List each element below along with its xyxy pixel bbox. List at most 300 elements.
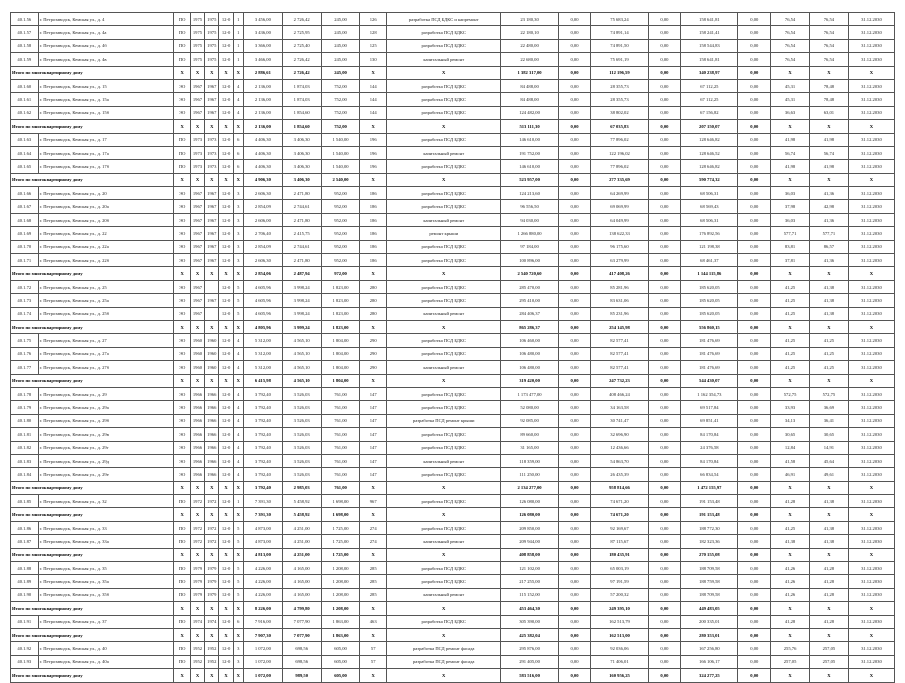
table-cell: 3 792,40: [243, 401, 282, 414]
table-cell: X: [386, 548, 500, 561]
table-cell: 3 792,40: [243, 414, 282, 427]
table-cell: 0,00: [648, 669, 681, 682]
table-cell: 40.1.69: [11, 227, 39, 240]
table-row: [11, 79, 895, 92]
table-cell: разработка ПСД ремонт крыши: [386, 414, 500, 427]
table-cell: 280: [360, 280, 387, 293]
table-cell: 200 335,01: [681, 615, 738, 628]
table-cell: 186: [360, 240, 387, 253]
table-cell: X: [360, 267, 387, 280]
table-cell: 572,75: [809, 387, 848, 400]
table-cell: X: [233, 267, 243, 280]
table-cell: 1967: [190, 227, 204, 240]
table-cell: 125: [360, 39, 387, 52]
table-cell: 245,00: [321, 26, 360, 39]
table-cell: 1 698,00: [321, 495, 360, 508]
table-cell: 1967: [205, 227, 219, 240]
table-cell: 0,00: [558, 562, 591, 575]
table-cell: разработка ПСД БДКС: [386, 562, 500, 575]
table-cell: 1 804,00: [321, 361, 360, 374]
table-cell: 40.1.58: [11, 39, 39, 52]
table-cell: 49,61: [809, 468, 848, 481]
table-cell: 952,00: [321, 200, 360, 213]
table-cell: 146 610,00: [501, 160, 558, 173]
table-cell: разработка ПСД БДКС: [386, 200, 500, 213]
table-cell: 40.1.79: [11, 401, 39, 414]
table-cell: 0,00: [648, 575, 681, 588]
table-cell: 147: [360, 387, 387, 400]
table-cell: 130: [360, 53, 387, 66]
table-cell: ремонт крыши: [386, 227, 500, 240]
table-cell: 5: [233, 535, 243, 548]
table-cell: Итого по многоквартирному дому: [11, 602, 174, 615]
table-cell: г. Петрозаводск, Кемская ул., д. 27а: [38, 347, 174, 360]
subtotal-row: [11, 481, 895, 494]
table-cell: 1 208,00: [321, 575, 360, 588]
table-cell: г. Петрозаводск, Кемская ул., д. 33: [38, 521, 174, 534]
table-cell: 3: [233, 254, 243, 267]
table-cell: 67 156,82: [681, 106, 738, 119]
table-row: [11, 655, 895, 668]
table-cell: капитальный ремонт: [386, 361, 500, 374]
table-cell: 3 406,30: [282, 160, 321, 173]
table-cell: 33,93: [771, 401, 810, 414]
table-cell: 181 476,69: [681, 361, 738, 374]
table-cell: 989,50: [282, 669, 321, 682]
table-cell: 41,38: [809, 294, 848, 307]
table-cell: 40.1.76: [11, 347, 39, 360]
table-cell: 3: [233, 227, 243, 240]
table-cell: 3 526,03: [282, 441, 321, 454]
table-cell: 1: [233, 53, 243, 66]
table-cell: 5: [233, 280, 243, 293]
table-cell: г. Петрозаводск, Кемская ул., д. 20: [38, 187, 174, 200]
table-cell: 40.1.81: [11, 428, 39, 441]
table-cell: 4 406,30: [243, 160, 282, 173]
table-cell: 45,31: [771, 79, 810, 92]
table-cell: 40.1.61: [11, 93, 39, 106]
table-cell: 112 196,59: [591, 66, 648, 79]
table-cell: 56,74: [771, 146, 810, 159]
table-cell: 319 420,00: [501, 374, 558, 387]
table-cell: 31.12.2030: [848, 454, 894, 467]
table-cell: X: [848, 173, 894, 186]
table-cell: X: [174, 669, 190, 682]
table-cell: 3 792,40: [243, 454, 282, 467]
table-cell: г. Петрозаводск, Кемская ул., д. 37: [38, 615, 174, 628]
table-cell: 0,00: [738, 334, 771, 347]
table-cell: 1 823,00: [321, 320, 360, 333]
table-cell: 290: [360, 334, 387, 347]
table-cell: 36,69: [809, 401, 848, 414]
table-cell: 0,00: [558, 66, 591, 79]
table-cell: 12-0: [219, 240, 233, 253]
table-cell: 0,00: [738, 521, 771, 534]
table-cell: X: [174, 602, 190, 615]
table-cell: X: [771, 548, 810, 561]
table-cell: 40.1.74: [11, 307, 39, 320]
table-cell: 64 049,99: [591, 213, 648, 226]
table-cell: 449 483,05: [681, 602, 738, 615]
table-cell: 182 323,36: [681, 535, 738, 548]
table-cell: 4: [233, 106, 243, 119]
table-cell: 158 241,41: [681, 26, 738, 39]
table-cell: 2 706,40: [243, 227, 282, 240]
table-cell: 196: [360, 133, 387, 146]
table-cell: г. Петрозаводск, Кемская ул., д. 29: [38, 387, 174, 400]
table-cell: 2 606,30: [243, 254, 282, 267]
table-cell: 30 741,47: [591, 414, 648, 427]
table-cell: 41,25: [809, 347, 848, 360]
table-cell: 1967: [205, 200, 219, 213]
table-cell: 698,56: [282, 642, 321, 655]
table-cell: X: [174, 374, 190, 387]
table-cell: X: [219, 602, 233, 615]
table-cell: 1 540,00: [321, 133, 360, 146]
table-cell: 67 112,25: [681, 79, 738, 92]
table-cell: 4 251,00: [282, 521, 321, 534]
table-cell: X: [848, 374, 894, 387]
table-cell: 40.1.56: [11, 13, 39, 26]
table-cell: 106 480,00: [501, 361, 558, 374]
table-cell: капитальный ремонт: [386, 535, 500, 548]
table-cell: 967: [360, 495, 387, 508]
table-cell: 0,00: [648, 120, 681, 133]
table-cell: 4: [233, 387, 243, 400]
table-cell: 0,00: [558, 428, 591, 441]
table-cell: 68 569,43: [681, 200, 738, 213]
table-cell: 0,00: [558, 187, 591, 200]
table-cell: 31.12.2030: [848, 146, 894, 159]
table-cell: г. Петрозаводск, Кемская ул., д. 25а: [38, 294, 174, 307]
table-cell: 40.1.78: [11, 387, 39, 400]
subtotal-row: [11, 602, 895, 615]
table-cell: 284 406,37: [501, 307, 558, 320]
table-cell: X: [771, 66, 810, 79]
table-cell: ЭО: [174, 307, 190, 320]
table-cell: X: [205, 602, 219, 615]
table-cell: 1 874,03: [282, 93, 321, 106]
table-cell: 0,00: [648, 655, 681, 668]
table-cell: 0,00: [558, 508, 591, 521]
subtotal-row: [11, 508, 895, 521]
table-cell: 0,00: [648, 320, 681, 333]
table-cell: X: [205, 66, 219, 79]
table-cell: 84 170,84: [681, 428, 738, 441]
table-cell: 0,00: [558, 146, 591, 159]
subtotal-row: [11, 320, 895, 333]
table-cell: г. Петрозаводск, Кемская ул., д. 4: [38, 13, 174, 26]
table-row: [11, 521, 895, 534]
table-cell: 4: [233, 441, 243, 454]
table-cell: 1 854,60: [282, 106, 321, 119]
table-cell: 1973: [190, 133, 204, 146]
table-cell: 1966: [190, 401, 204, 414]
table-row: [11, 642, 895, 655]
table-cell: 45,64: [809, 454, 848, 467]
table-cell: 290: [360, 347, 387, 360]
table-cell: 4 565,10: [282, 347, 321, 360]
table-cell: 270 155,08: [681, 548, 738, 561]
table-cell: X: [848, 669, 894, 682]
table-cell: 40.1.83: [11, 454, 39, 467]
table-cell: 76,54: [809, 13, 848, 26]
table-cell: 3 456,00: [243, 13, 282, 26]
table-cell: 0,00: [648, 628, 681, 641]
table-cell: 1 540,00: [321, 160, 360, 173]
table-cell: 74 891,14: [591, 26, 648, 39]
table-cell: 1 725,00: [321, 535, 360, 548]
table-cell: 0,00: [738, 213, 771, 226]
table-cell: ПО: [174, 521, 190, 534]
table-cell: 63,01: [809, 106, 848, 119]
table-cell: 0,00: [648, 254, 681, 267]
table-cell: 158 641,81: [681, 53, 738, 66]
table-cell: 285: [360, 575, 387, 588]
table-cell: разработка ПСД БДКС: [386, 254, 500, 267]
capital-repair-register-table: [10, 12, 895, 683]
table-cell: 0,00: [738, 133, 771, 146]
table-cell: 0,00: [558, 160, 591, 173]
table-cell: 4: [233, 361, 243, 374]
table-cell: 41,28: [809, 575, 848, 588]
table-cell: 4 605,96: [243, 280, 282, 293]
table-cell: 761,00: [321, 401, 360, 414]
table-cell: ПО: [174, 53, 190, 66]
table-cell: 31.12.2030: [848, 361, 894, 374]
table-cell: 1967: [190, 240, 204, 253]
table-cell: 3 406,30: [282, 146, 321, 159]
table-cell: Итого по многоквартирному дому: [11, 374, 174, 387]
table-cell: 761,00: [321, 387, 360, 400]
table-cell: 0,00: [558, 575, 591, 588]
table-cell: X: [848, 548, 894, 561]
table-cell: 2 726,42: [282, 66, 321, 79]
table-cell: 761,00: [321, 481, 360, 494]
table-cell: г. Петрозаводск, Кемская ул., д. 29е: [38, 468, 174, 481]
table-cell: 4: [233, 428, 243, 441]
table-cell: 1960: [205, 334, 219, 347]
table-cell: ЭО: [174, 441, 190, 454]
table-cell: 31.12.2030: [848, 160, 894, 173]
table-cell: X: [174, 267, 190, 280]
table-cell: 191 153,48: [681, 508, 738, 521]
table-cell: 952,00: [321, 254, 360, 267]
table-cell: 30,65: [809, 428, 848, 441]
table-row: [11, 13, 895, 26]
table-cell: 31.12.2030: [848, 655, 894, 668]
table-cell: 22 680,00: [501, 53, 558, 66]
table-cell: г. Петрозаводск, Кемская ул., д. 40: [38, 642, 174, 655]
table-cell: 1972: [190, 535, 204, 548]
table-cell: 1952: [205, 655, 219, 668]
table-cell: 247 732,23: [591, 374, 648, 387]
table-row: [11, 106, 895, 119]
table-cell: 1 698,00: [321, 508, 360, 521]
table-cell: 572,75: [771, 387, 810, 400]
table-cell: 144: [360, 79, 387, 92]
table-cell: ПО: [174, 535, 190, 548]
table-cell: 84 488,00: [501, 79, 558, 92]
table-cell: 1979: [190, 562, 204, 575]
table-cell: 0,00: [648, 173, 681, 186]
table-cell: X: [233, 628, 243, 641]
table-cell: разработка ПСД БДКС: [386, 133, 500, 146]
table-cell: 4: [233, 79, 243, 92]
table-cell: 0,00: [558, 588, 591, 601]
table-cell: 147: [360, 401, 387, 414]
table-cell: 68 461,37: [681, 254, 738, 267]
table-cell: X: [205, 267, 219, 280]
table-cell: 40.1.57: [11, 26, 39, 39]
table-cell: 12-0: [219, 414, 233, 427]
table-cell: 1967: [205, 294, 219, 307]
table-cell: 3 406,30: [282, 173, 321, 186]
table-cell: ПО: [174, 655, 190, 668]
table-cell: 77 896,02: [591, 133, 648, 146]
table-cell: Итого по многоквартирному дому: [11, 548, 174, 561]
table-cell: X: [174, 173, 190, 186]
table-cell: 2 471,80: [282, 213, 321, 226]
table-cell: 3 526,03: [282, 468, 321, 481]
table-cell: 41,26: [771, 562, 810, 575]
table-cell: 0,00: [648, 428, 681, 441]
table-cell: X: [190, 508, 204, 521]
table-cell: 126 080,00: [501, 495, 558, 508]
table-cell: X: [360, 548, 387, 561]
table-cell: 2 725,95: [282, 26, 321, 39]
table-cell: 952,00: [321, 213, 360, 226]
table-cell: 7 077,90: [282, 615, 321, 628]
table-cell: X: [174, 628, 190, 641]
table-cell: 0,00: [738, 562, 771, 575]
table-row: [11, 361, 895, 374]
table-cell: X: [190, 602, 204, 615]
table-cell: X: [809, 628, 848, 641]
table-cell: 4 226,00: [243, 562, 282, 575]
table-cell: X: [360, 173, 387, 186]
table-cell: 185 620,05: [681, 280, 738, 293]
table-cell: 0,00: [738, 120, 771, 133]
table-cell: 147: [360, 414, 387, 427]
table-cell: 97 184,00: [501, 240, 558, 253]
table-cell: ПО: [174, 13, 190, 26]
table-cell: 0,00: [648, 535, 681, 548]
table-cell: 0,00: [558, 240, 591, 253]
table-cell: 74 671,20: [591, 495, 648, 508]
table-cell: X: [771, 374, 810, 387]
table-cell: 31.12.2030: [848, 26, 894, 39]
table-cell: 0,00: [738, 93, 771, 106]
table-cell: 76,54: [809, 39, 848, 52]
table-cell: 2 606,30: [243, 187, 282, 200]
table-cell: 106 480,00: [501, 347, 558, 360]
table-cell: 324 277,25: [681, 669, 738, 682]
table-cell: 12-0: [219, 213, 233, 226]
table-cell: 1966: [205, 387, 219, 400]
table-cell: 31.12.2030: [848, 441, 894, 454]
table-cell: разработка ПСД БДКС: [386, 240, 500, 253]
table-cell: 40.1.75: [11, 334, 39, 347]
table-cell: 37,81: [771, 254, 810, 267]
table-row: [11, 53, 895, 66]
table-cell: 1966: [190, 387, 204, 400]
table-cell: 78,48: [809, 79, 848, 92]
table-cell: 245,00: [321, 13, 360, 26]
table-cell: 408 858,00: [501, 548, 558, 561]
table-cell: X: [848, 66, 894, 79]
table-cell: 38 802,02: [591, 106, 648, 119]
table-cell: 76,54: [771, 26, 810, 39]
table-cell: 3 526,03: [282, 428, 321, 441]
table-cell: 12-0: [219, 13, 233, 26]
table-cell: ЭО: [174, 200, 190, 213]
table-cell: 1 823,00: [321, 294, 360, 307]
table-cell: 752,00: [321, 106, 360, 119]
table-cell: 188 772,30: [681, 521, 738, 534]
table-row: [11, 495, 895, 508]
table-cell: 0,00: [558, 227, 591, 240]
table-cell: 76,54: [771, 53, 810, 66]
subtotal-row: [11, 267, 895, 280]
table-cell: 191 752,00: [501, 146, 558, 159]
table-cell: [205, 280, 219, 293]
table-cell: 2 725,40: [282, 39, 321, 52]
table-row: [11, 213, 895, 226]
table-cell: 2 136,00: [243, 120, 282, 133]
table-cell: 12-0: [219, 562, 233, 575]
table-cell: 31.12.2030: [848, 93, 894, 106]
table-cell: 3: [233, 187, 243, 200]
table-cell: 0,00: [648, 267, 681, 280]
table-cell: 0,00: [558, 361, 591, 374]
table-cell: 0,00: [648, 294, 681, 307]
table-cell: 12-0: [219, 26, 233, 39]
table-cell: г. Петрозаводск, Кемская ул., д. 22б: [38, 254, 174, 267]
table-cell: 12-0: [219, 575, 233, 588]
table-cell: Итого по многоквартирному дому: [11, 481, 174, 494]
table-cell: X: [190, 320, 204, 333]
table-cell: X: [386, 508, 500, 521]
table-cell: 4 813,00: [243, 548, 282, 561]
table-cell: 31.12.2030: [848, 347, 894, 360]
table-cell: 162 513,79: [591, 615, 648, 628]
table-cell: 408 466,24: [591, 387, 648, 400]
table-cell: 31.12.2030: [848, 401, 894, 414]
table-cell: г. Петрозаводск, Кемская ул., д. 4в: [38, 53, 174, 66]
table-cell: 0,00: [738, 146, 771, 159]
table-cell: 4: [233, 468, 243, 481]
table-cell: X: [205, 508, 219, 521]
table-cell: 41,98: [809, 133, 848, 146]
table-cell: 280: [360, 294, 387, 307]
table-cell: 31.12.2030: [848, 521, 894, 534]
table-cell: ПО: [174, 615, 190, 628]
table-cell: 31.12.2030: [848, 575, 894, 588]
table-cell: г. Петрозаводск, Кемская ул., д. 29б: [38, 414, 174, 427]
table-cell: 1975: [190, 13, 204, 26]
table-cell: 0,00: [738, 602, 771, 615]
table-cell: 1952: [190, 655, 204, 668]
table-cell: 752,00: [321, 120, 360, 133]
table-cell: 1 540,00: [321, 146, 360, 159]
table-cell: 4 165,00: [282, 562, 321, 575]
table-cell: 1975: [205, 26, 219, 39]
table-cell: 40.1.65: [11, 160, 39, 173]
table-cell: X: [771, 173, 810, 186]
table-cell: г. Петрозаводск, Кемская ул., д. 4б: [38, 39, 174, 52]
table-cell: 147: [360, 428, 387, 441]
